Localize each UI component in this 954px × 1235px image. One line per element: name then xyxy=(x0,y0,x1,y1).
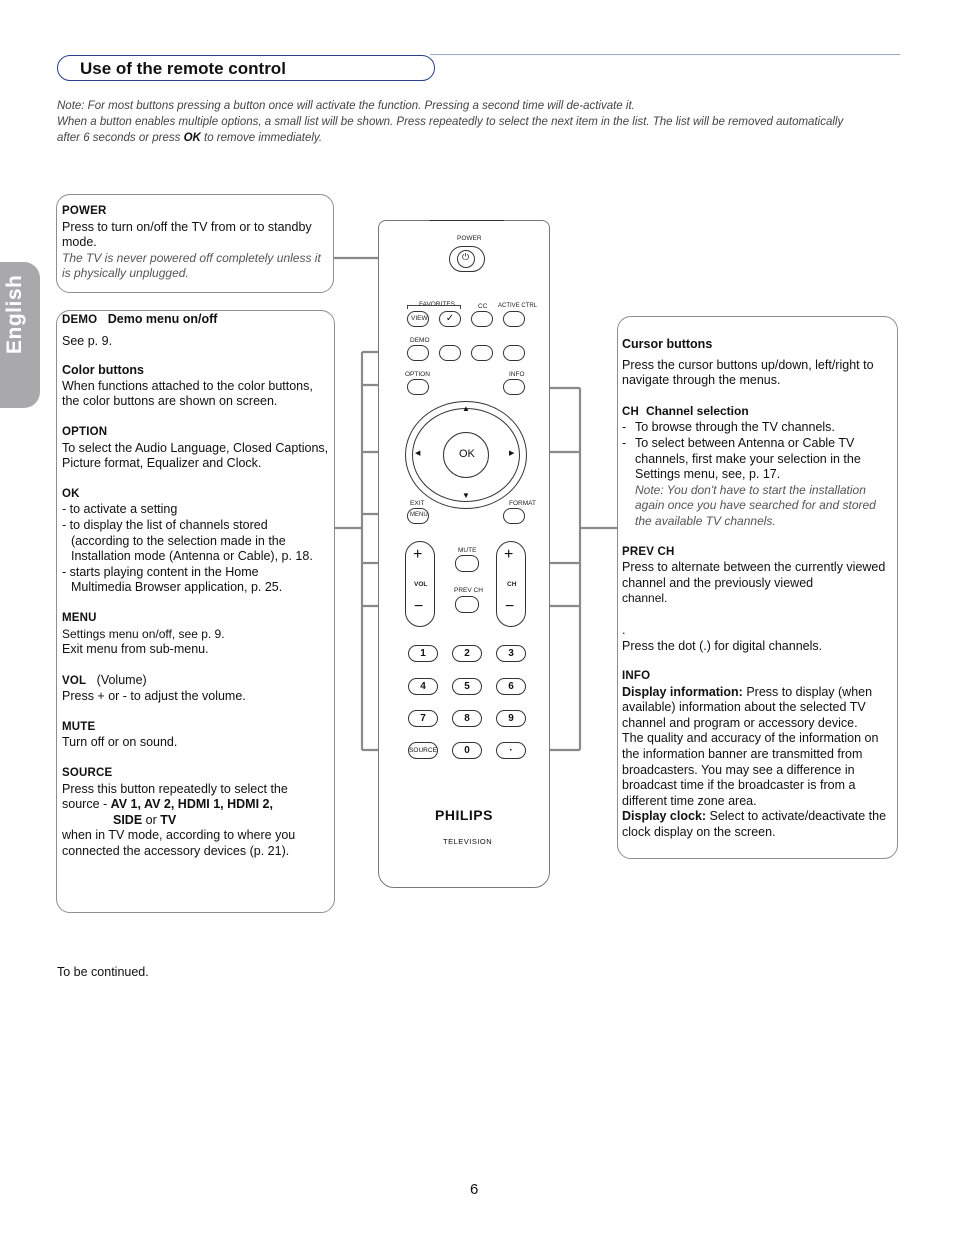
vol-body: Press + or - to adjust the volume. xyxy=(62,689,246,704)
source-line-3: SIDE or TV xyxy=(113,812,177,827)
color-heading: Color buttons xyxy=(62,363,144,378)
demo-button[interactable] xyxy=(407,345,429,361)
dot-button[interactable]: · xyxy=(496,742,526,759)
ok-item-2: - to display the list of channels stored xyxy=(62,517,268,532)
demo-body: See p. 9. xyxy=(62,333,113,348)
key-2[interactable]: 2 xyxy=(452,645,482,662)
left-text: DEMO Demo menu on/off See p. 9. Color buttons When functions attached to the color buttons, the color buttons are shown on screen. OPTION To select the Audio Language, Closed Captions, Picture format, Equalizer and Clock. OK - to activate a setting - to display the list of channels stored (according to the selection made in the Installation mode (Antenna or Cable), p. 18. - starts playing content in the Home Multimedia Browser application, p. 25. MENU Settings menu on/off, see p. 9. Exit menu from sub-menu. VOL (Volume) Press + or - to adjust the volume. MUTE Turn off or on sound. SOURCE Press this button repeatedly to select the source - AV 1, AV 2, HDMI 1, HDMI 2, SIDE or TV when in TV mode, according to where you connected the accessory devices (p. 21). xyxy=(62,312,329,859)
philips-logo: PHILIPS xyxy=(435,807,493,823)
demo-title: Demo menu on/off xyxy=(107,312,218,326)
section-title: Use of the remote control xyxy=(80,59,286,78)
source-line-2: source - AV 1, AV 2, HDMI 1, HDMI 2, xyxy=(62,797,273,812)
option-button[interactable] xyxy=(407,379,429,395)
ok-item-3: - starts playing content in the Home xyxy=(62,564,259,579)
vol-title: (Volume) xyxy=(96,672,147,687)
vol-label: VOL xyxy=(414,581,428,588)
prev-ch-button[interactable] xyxy=(455,596,479,613)
info-display: Display information: Press to display (when available) information about the selected TV channel and program or accessory device. xyxy=(622,684,873,730)
prevch-body: Press to alternate between the currently viewed channel and the previously viewed xyxy=(622,560,886,590)
exit-label: EXIT xyxy=(410,500,425,507)
note-line-2: When a button enables multiple options, a small list will be shown. Press repeatedly to select the next item in the list. The list will be removed automatically xyxy=(57,116,844,128)
cursor-down-icon[interactable]: ▼ xyxy=(462,491,470,500)
vol-minus: − xyxy=(414,598,424,615)
vol-rocker[interactable] xyxy=(405,541,435,627)
ch-title: Channel selection xyxy=(645,403,749,418)
ch-item-1: To browse through the TV channels. xyxy=(635,420,835,435)
power-icon: ⏻ xyxy=(462,252,470,262)
key-1[interactable]: 1 xyxy=(408,645,438,662)
ok-heading: OK xyxy=(62,487,80,500)
ok-item-1: - to activate a setting xyxy=(62,502,178,517)
ch-item-2: To select between Antenna or Cable TV channels, first make your selection in the Settings menu, see, p. 17. xyxy=(635,435,861,482)
power-note: The TV is never powered off completely unless it is physically unplugged. xyxy=(62,250,321,281)
ch-minus: − xyxy=(505,598,515,615)
remote-top-edge xyxy=(429,220,504,221)
dot-heading: . xyxy=(622,622,626,637)
dot-body: Press the dot (.) for digital channels. xyxy=(622,638,823,653)
info-label: INFO xyxy=(509,371,525,378)
source-line-4: when in TV mode, according to where you connected the accessory devices (p. 21). xyxy=(62,828,296,859)
remote-control-illustration xyxy=(378,220,550,888)
menu-heading: MENU xyxy=(62,611,97,624)
menu-line-1: Settings menu on/off, see p. 9. xyxy=(62,626,225,641)
power-label: POWER xyxy=(457,235,482,242)
power-heading: POWER xyxy=(62,205,107,217)
key-9[interactable]: 9 xyxy=(496,710,526,727)
option-body: To select the Audio Language, Closed Captions, Picture format, Equalizer and Clock. xyxy=(62,440,329,471)
key-8[interactable]: 8 xyxy=(452,710,482,727)
source-button[interactable]: SOURCE xyxy=(408,742,438,759)
active-ctrl-button[interactable] xyxy=(503,311,525,327)
cursor-ring xyxy=(405,401,527,509)
ch-item-1-row: - To browse through the TV channels. xyxy=(622,420,835,435)
key-4[interactable]: 4 xyxy=(408,678,438,695)
mute-heading: MUTE xyxy=(62,720,96,733)
cursor-right-icon[interactable]: ▶ xyxy=(509,450,515,457)
color-body: When functions attached to the color buttons, the color buttons are shown on screen. xyxy=(62,378,313,409)
info-clock: Display clock: Select to activate/deactivate the clock display on the screen. xyxy=(622,809,887,840)
key-7[interactable]: 7 xyxy=(408,710,438,727)
cursor-heading: Cursor buttons xyxy=(622,337,713,351)
vol-heading: VOL xyxy=(62,674,87,687)
note-line-1: Note: For most buttons pressing a button once will activate the function. Pressing a second time will de-activate it. xyxy=(57,100,635,112)
active-ctrl-label: ACTIVE CTRL xyxy=(498,303,538,309)
note-line-3: after 6 seconds or press OK to remove immediately. xyxy=(57,132,323,144)
info-heading: INFO xyxy=(622,670,651,683)
format-label: FORMAT xyxy=(509,500,536,507)
info-quality: The quality and accuracy of the information on the information banner are transmitted from broadcasters. You may see a difference in broadcast time if the broadcaster is from a different time zone area. xyxy=(622,731,879,808)
favorites-bracket xyxy=(407,305,461,309)
key-0[interactable]: 0 xyxy=(452,742,482,759)
prev-ch-label: PREV CH xyxy=(454,587,483,594)
source-heading: SOURCE xyxy=(62,767,113,780)
favorites-check-button[interactable]: ✓ xyxy=(439,311,461,327)
cursor-up-icon[interactable]: ▲ xyxy=(462,404,470,413)
to-be-continued: To be continued. xyxy=(57,965,149,979)
menu-line-2: Exit menu from sub-menu. xyxy=(62,642,209,657)
prevch-heading: PREV CH xyxy=(622,545,675,558)
ok-button[interactable]: OK xyxy=(443,432,489,478)
ok-inline: OK xyxy=(183,132,201,144)
ch-item-2-row: - To select between Antenna or Cable TV channels, first make your selection in the Settings menu, see, p. 17. xyxy=(622,436,894,483)
key-5[interactable]: 5 xyxy=(452,678,482,695)
demo-label: DEMO xyxy=(410,337,430,344)
ch-heading: CH xyxy=(622,405,640,418)
power-button[interactable] xyxy=(449,246,485,272)
source-line-1: Press this button repeatedly to select the xyxy=(62,781,288,796)
ch-plus: + xyxy=(504,546,514,563)
power-body: Press to turn on/off the TV from or to standby mode. xyxy=(62,219,312,250)
format-button[interactable] xyxy=(503,508,525,524)
key-6[interactable]: 6 xyxy=(496,678,526,695)
cc-label: CC xyxy=(478,303,488,310)
favorites-label: FAVORITES xyxy=(419,301,455,308)
cc-button[interactable] xyxy=(471,311,493,327)
television-label: TELEVISION xyxy=(443,837,493,846)
menu-button[interactable]: MENU xyxy=(407,508,429,524)
language-tab-label: English xyxy=(3,274,26,354)
green-button[interactable] xyxy=(471,345,493,361)
red-button[interactable] xyxy=(439,345,461,361)
mute-label: MUTE xyxy=(458,547,477,554)
view-button[interactable]: VIEW xyxy=(407,311,429,327)
option-label: OPTION xyxy=(405,371,430,378)
demo-heading: DEMO xyxy=(62,314,98,326)
page-number: 6 xyxy=(470,1181,479,1198)
mute-body: Turn off or on sound. xyxy=(62,735,178,750)
yellow-button[interactable] xyxy=(503,345,525,361)
cursor-body: Press the cursor buttons up/down, left/right to navigate through the menus. xyxy=(622,357,874,388)
mute-button[interactable] xyxy=(455,555,479,572)
ch-rocker[interactable] xyxy=(496,541,526,627)
ch-note: Note: You don't have to start the installation again once you have searched for and stored the available TV channels. xyxy=(635,482,876,528)
vol-plus: + xyxy=(413,546,423,563)
option-heading: OPTION xyxy=(62,425,108,438)
info-button[interactable] xyxy=(503,379,525,395)
ch-label: CH xyxy=(507,581,517,588)
cursor-left-icon[interactable]: ◀ xyxy=(415,450,421,457)
prevch-body-end: channel. xyxy=(622,591,668,606)
key-3[interactable]: 3 xyxy=(496,645,526,662)
